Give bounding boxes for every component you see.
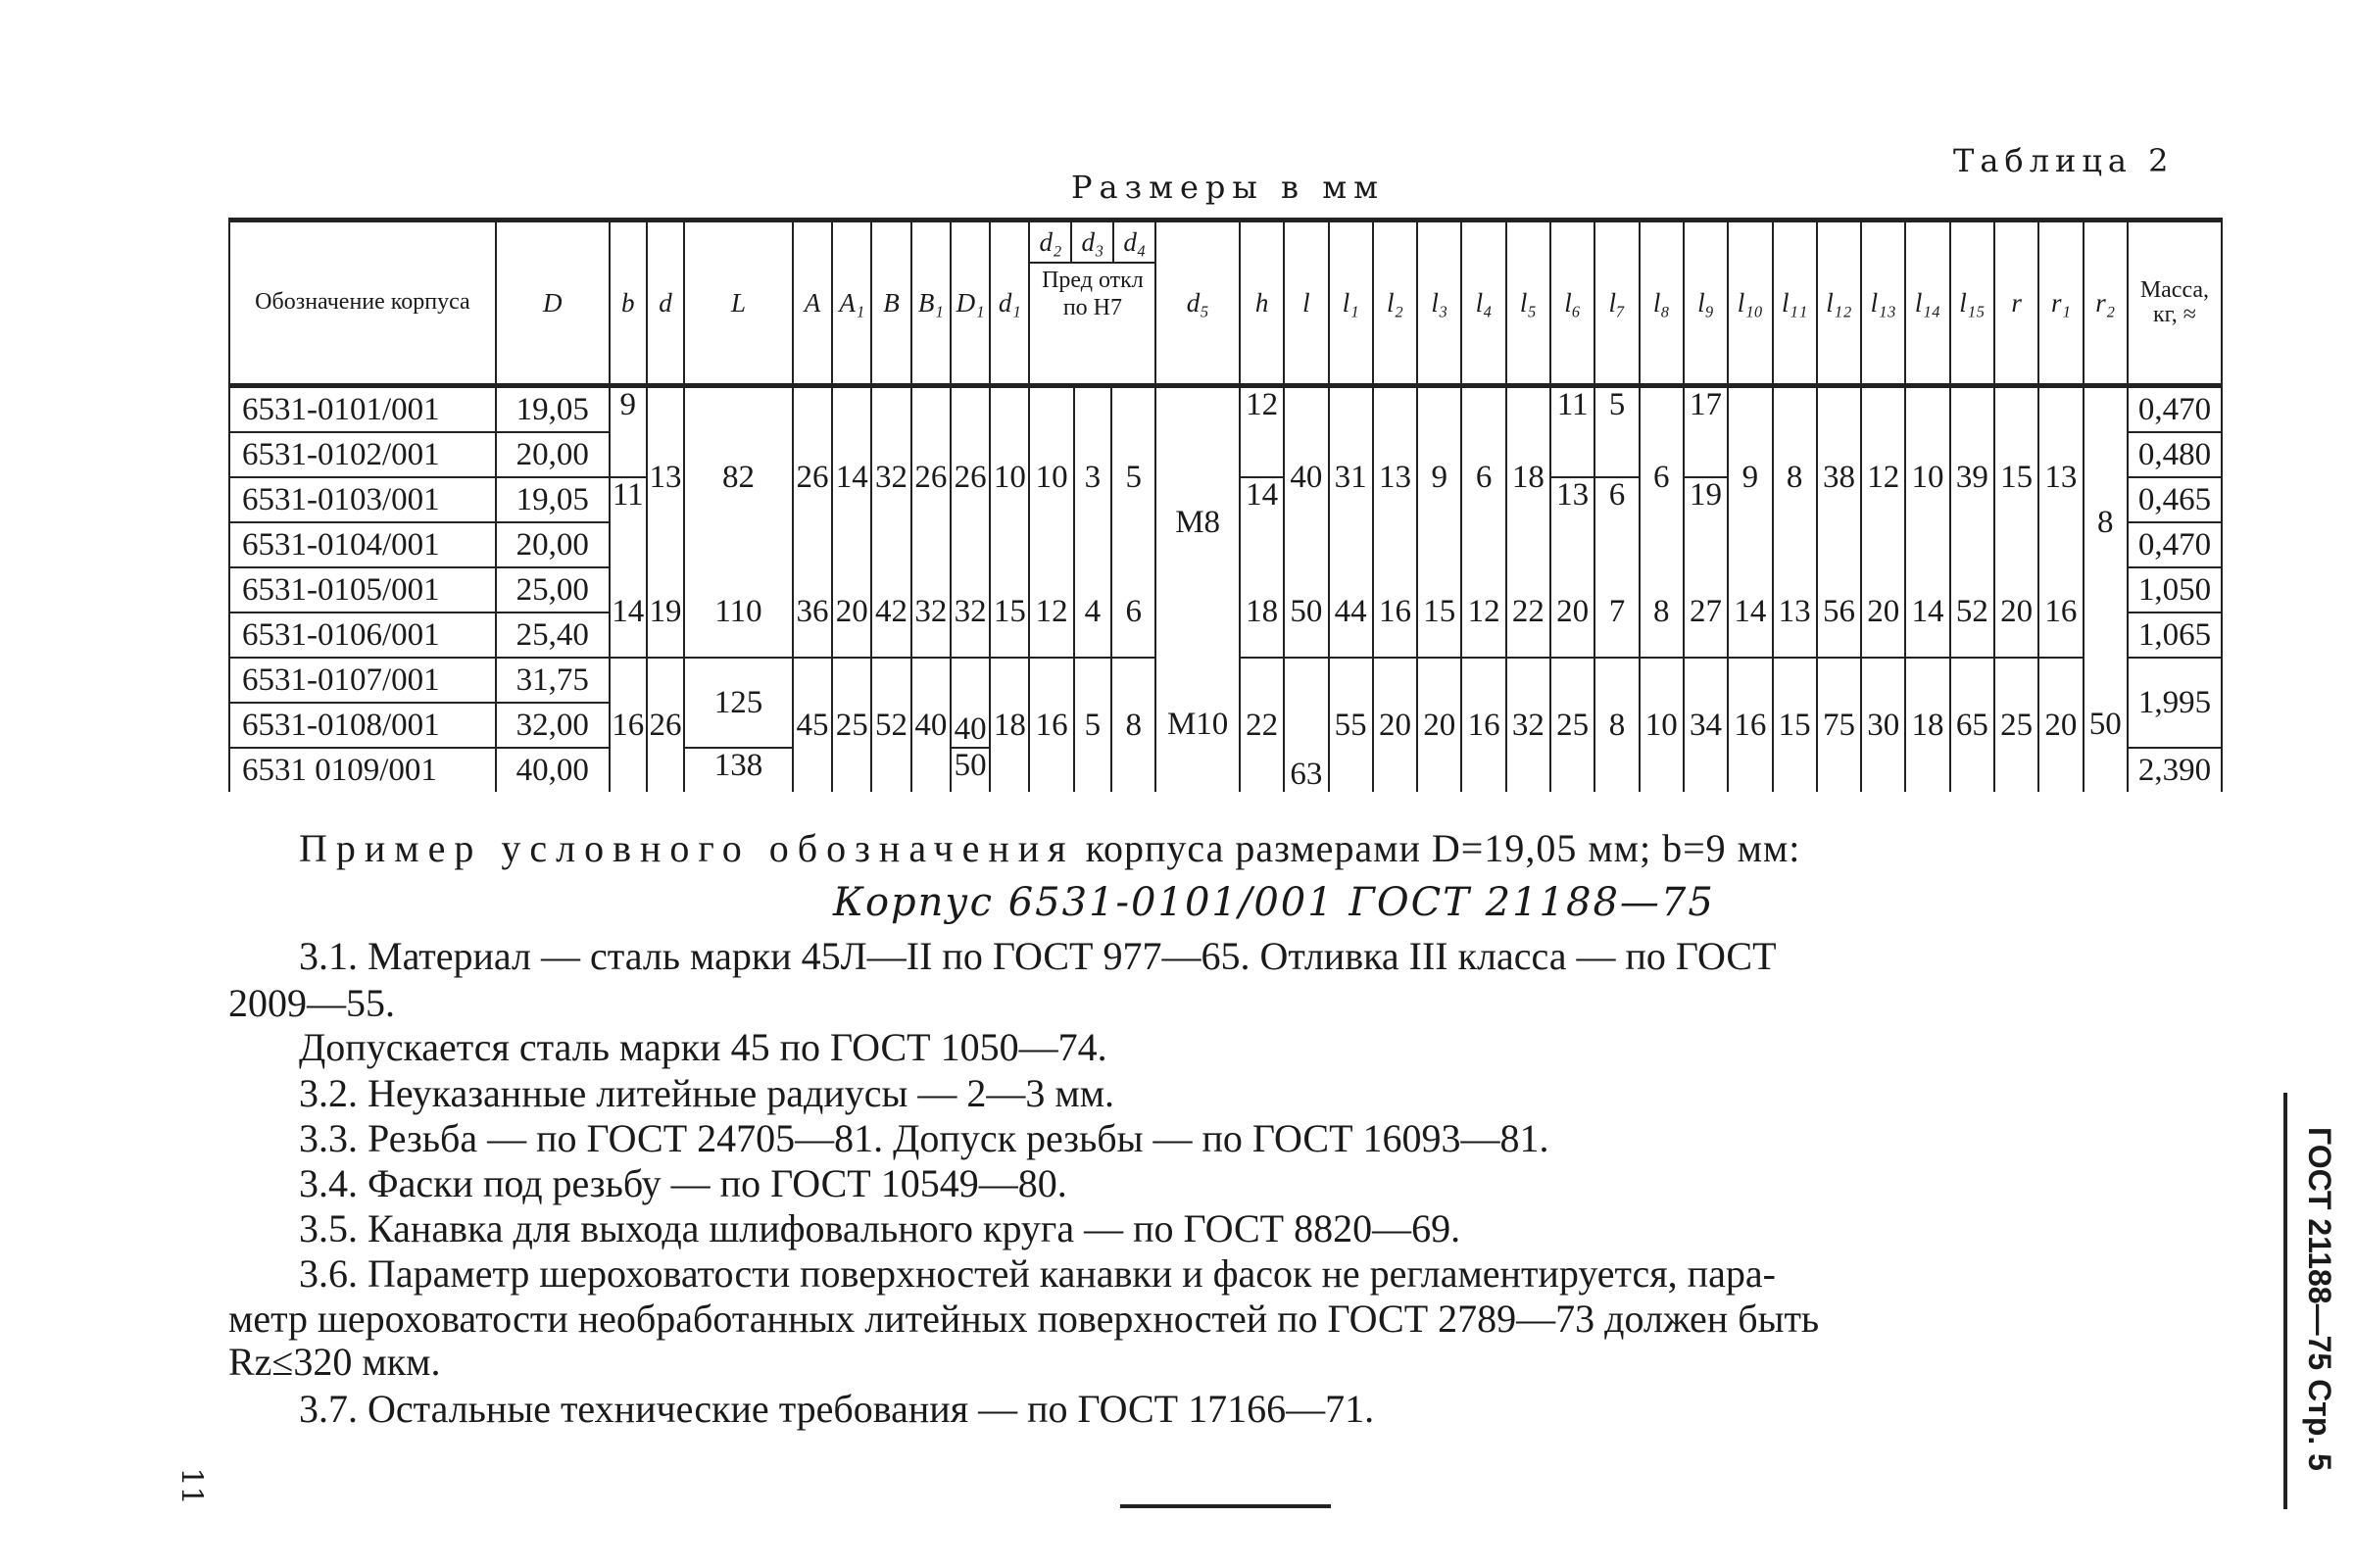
cell-l11: 8	[1773, 386, 1817, 568]
header-l11: l₁₁	[1773, 220, 1817, 386]
cell-l8: 6	[1640, 386, 1684, 568]
table-caption: Таблица 2	[1953, 142, 2175, 179]
header-d: d	[647, 220, 684, 386]
table-cell-D: 19,05	[496, 386, 610, 433]
cell-l: 40	[1284, 386, 1328, 568]
header-d3: d₃	[1072, 222, 1114, 262]
cell-d4: 5	[1111, 386, 1155, 568]
cell-l7-bottom: 6	[1594, 477, 1639, 567]
header-l15: l₁₅	[1950, 220, 1994, 386]
cell-l12: 56	[1817, 567, 1861, 658]
cell-l9-bottom: 19	[1684, 477, 1728, 567]
cell-l3: 20	[1417, 658, 1461, 792]
cell-l6-top: 11	[1550, 386, 1594, 478]
cell-A: 26	[793, 386, 832, 568]
cell-l13: 12	[1861, 386, 1905, 568]
cell-d3: 5	[1074, 658, 1111, 792]
cell-l10: 16	[1728, 658, 1772, 792]
paragraph-3-1-cont: 2009—55.	[228, 981, 395, 1025]
cell-l12: 38	[1817, 386, 1861, 568]
cell-l9-top: 17	[1684, 386, 1728, 478]
cell-l15: 52	[1950, 567, 1994, 658]
header-tolerance-group	[1029, 220, 1155, 386]
header-l10: l₁₀	[1728, 220, 1772, 386]
cell-l5: 18	[1506, 386, 1550, 568]
header-l8: l₈	[1640, 220, 1684, 386]
cell-l2: 16	[1373, 567, 1417, 658]
cell-A1: 14	[832, 386, 871, 568]
cell-b-top: 9	[610, 386, 647, 478]
cell-L-top: 125	[684, 658, 793, 748]
paragraph-3-5: 3.5. Канавка для выхода шлифовального круга — по ГОСТ 8820—69.	[299, 1206, 1461, 1250]
cell-l12: 75	[1817, 658, 1861, 792]
cell-l14: 10	[1905, 386, 1949, 568]
table-cell-mass: 0,470	[2128, 386, 2222, 433]
cell-h: 18	[1240, 567, 1284, 658]
header-l9: l₉	[1684, 220, 1728, 386]
header-r1: r₁	[2038, 220, 2083, 386]
table-row-designation: 6531-0104/001	[229, 522, 496, 567]
cell-h: 22	[1240, 658, 1284, 792]
cell-l14: 14	[1905, 567, 1949, 658]
cell-r: 20	[1994, 567, 2038, 658]
cell-d5: М10	[1155, 658, 1240, 792]
cell-l2: 20	[1373, 658, 1417, 792]
cell-r1: 16	[2038, 567, 2083, 658]
cell-L: 82	[684, 386, 793, 568]
table-cell-mass: 0,480	[2128, 432, 2222, 477]
header-b: b	[610, 220, 647, 386]
cell-l15: 65	[1950, 658, 1994, 792]
table-cell-mass: 0,470	[2128, 522, 2222, 567]
cell-A: 36	[793, 567, 832, 658]
dimensions-table	[228, 218, 2223, 792]
cell-l7: 8	[1594, 658, 1639, 792]
table-cell-D: 31,75	[496, 658, 610, 703]
cell-b-bottom: 11	[610, 477, 647, 567]
paragraph-3-1: 3.1. Материал — сталь марки 45Л—II по ГОСТ 977—65. Отливка III класса — по ГОСТ	[299, 934, 1777, 978]
cell-d1: 10	[990, 386, 1029, 568]
cell-l8: 10	[1640, 658, 1684, 792]
cell-l5: 32	[1506, 658, 1550, 792]
header-l2: l₂	[1373, 220, 1417, 386]
cell-l6: 20	[1550, 567, 1594, 658]
cell-l3: 15	[1417, 567, 1461, 658]
table-cell-mass: 1,050	[2128, 567, 2222, 612]
cell-d4: 6	[1111, 567, 1155, 658]
cell-l4: 6	[1461, 386, 1505, 568]
cell-l: 63	[1284, 658, 1328, 792]
cell-l11: 13	[1773, 567, 1817, 658]
cell-h-top: 12	[1240, 386, 1284, 478]
running-header	[2298, 1127, 2337, 1499]
header-l3: l₃	[1417, 220, 1461, 386]
cell-l14: 18	[1905, 658, 1949, 792]
paragraph-3-3: 3.3. Резьба — по ГОСТ 24705—81. Допуск резьбы — по ГОСТ 16093—81.	[299, 1116, 1549, 1160]
header-r2: r₂	[2084, 220, 2128, 386]
cell-d2: 16	[1029, 658, 1073, 792]
header-tolerance: Пред откл по Н7	[1030, 262, 1154, 321]
header-B1: B₁	[911, 220, 951, 386]
table-row-designation: 6531-0105/001	[229, 567, 496, 612]
header-D1: D₁	[951, 220, 990, 386]
cell-r: 15	[1994, 386, 2038, 568]
cell-A1: 20	[832, 567, 871, 658]
header-d1: d₁	[990, 220, 1029, 386]
table-row-designation: 6531-0101/001	[229, 386, 496, 433]
table-cell-mass: 1,065	[2128, 612, 2222, 658]
paragraph-3-6-end: Rz≤320 мкм.	[228, 1340, 441, 1384]
header-B: B	[871, 220, 910, 386]
cell-d: 19	[647, 567, 684, 658]
cell-b: 14	[610, 567, 647, 658]
table-row-designation: 6531-0106/001	[229, 612, 496, 658]
header-r: r	[1994, 220, 2038, 386]
cell-l10: 14	[1728, 567, 1772, 658]
cell-d3: 4	[1074, 567, 1111, 658]
cell-B: 32	[871, 386, 910, 568]
cell-l11: 15	[1773, 658, 1817, 792]
header-D: D	[496, 220, 610, 386]
table-cell-D: 32,00	[496, 703, 610, 748]
cell-D1: 32	[951, 567, 990, 658]
example-line	[299, 825, 1800, 871]
page-number	[172, 1467, 211, 1509]
cell-L-bottom: 138	[684, 748, 793, 792]
cell-d: 26	[647, 658, 684, 792]
cell-l13: 30	[1861, 658, 1905, 792]
cell-B: 42	[871, 567, 910, 658]
cell-B: 52	[871, 658, 910, 792]
table-row-designation: 6531 0109/001	[229, 748, 496, 792]
cell-d2: 12	[1029, 567, 1073, 658]
cell-d: 13	[647, 386, 684, 568]
table-cell-D: 19,05	[496, 477, 610, 522]
cell-d2: 10	[1029, 386, 1073, 568]
side-rule	[2283, 1093, 2287, 1509]
header-h: h	[1240, 220, 1284, 386]
cell-l6-bottom: 13	[1550, 477, 1594, 567]
table-row-designation: 6531-0107/001	[229, 658, 496, 703]
cell-l9: 27	[1684, 567, 1728, 658]
table-cell-D: 25,00	[496, 567, 610, 612]
header-l6: l₆	[1550, 220, 1594, 386]
header-l7: l₇	[1594, 220, 1639, 386]
table-row-designation: 6531-0102/001	[229, 432, 496, 477]
header-l4: l₄	[1461, 220, 1505, 386]
cell-r1: 13	[2038, 386, 2083, 568]
cell-l3: 9	[1417, 386, 1461, 568]
table-cell-D: 25,40	[496, 612, 610, 658]
table-cell-mass: 2,390	[2128, 748, 2222, 792]
header-l12: l₁₂	[1817, 220, 1861, 386]
paragraph-3-6-cont: метр шероховатости необработанных литейных поверхностей по ГОСТ 2789—73 должен быть	[228, 1297, 1820, 1341]
cell-r: 25	[1994, 658, 2038, 792]
table-cell-D: 20,00	[496, 432, 610, 477]
cell-D1-bottom: 50	[951, 748, 990, 792]
cell-l5: 22	[1506, 567, 1550, 658]
units-caption: Размеры в мм	[1071, 169, 1385, 206]
cell-B1: 40	[911, 658, 951, 792]
paragraph-3-6: 3.6. Параметр шероховатости поверхностей канавки и фасок не регламентируется, пара-	[299, 1251, 1776, 1296]
table-cell-D: 20,00	[496, 522, 610, 567]
paragraph-3-4: 3.4. Фаски под резьбу — по ГОСТ 10549—80.	[299, 1161, 1067, 1205]
header-l13: l₁₃	[1861, 220, 1905, 386]
header-d2: d₂	[1030, 222, 1072, 262]
header-designation: Обозначение корпуса	[229, 220, 496, 386]
example-rest: корпуса размерами D=19,05 мм; b=9 мм:	[1074, 826, 1801, 870]
header-mass: Масса, кг, ≈	[2128, 220, 2222, 386]
header-l14: l₁₄	[1905, 220, 1949, 386]
header-l: l	[1284, 220, 1328, 386]
cell-d5: М8	[1155, 386, 1240, 659]
header-L: L	[684, 220, 793, 386]
cell-l4: 16	[1461, 658, 1505, 792]
header-l5: l₅	[1506, 220, 1550, 386]
cell-r1: 20	[2038, 658, 2083, 792]
paragraph-3-2: 3.2. Неуказанные литейные радиусы — 2—3 мм.	[299, 1071, 1115, 1115]
cell-r2: 8	[2084, 386, 2128, 659]
table-row-designation: 6531-0108/001	[229, 703, 496, 748]
cell-l15: 39	[1950, 386, 1994, 568]
cell-l1: 31	[1329, 386, 1373, 568]
cell-l: 50	[1284, 567, 1328, 658]
cell-d1: 18	[990, 658, 1029, 792]
cell-L: 110	[684, 567, 793, 658]
paragraph-3-7: 3.7. Остальные технические требования — по ГОСТ 17166—71.	[299, 1387, 1375, 1431]
example-lead: Пример условного обозначения	[299, 826, 1075, 870]
header-d4: d₄	[1123, 227, 1147, 257]
cell-d1: 15	[990, 567, 1029, 658]
header-d5: d₅	[1155, 220, 1240, 386]
cell-B1: 26	[911, 386, 951, 568]
running-header-text: ГОСТ 21188—75 Стр. 5	[2302, 1127, 2337, 1471]
paragraph-3-1-allowed: Допускается сталь марки 45 по ГОСТ 1050—74.	[299, 1025, 1107, 1069]
table-cell-mass: 0,465	[2128, 477, 2222, 522]
cell-B1: 32	[911, 567, 951, 658]
cell-r2: 50	[2084, 658, 2128, 792]
cell-b: 16	[610, 658, 647, 792]
cell-l13: 20	[1861, 567, 1905, 658]
cell-D1: 26	[951, 386, 990, 568]
cell-l2: 13	[1373, 386, 1417, 568]
footer-rule	[1120, 1504, 1331, 1508]
cell-l4: 12	[1461, 567, 1505, 658]
table-cell-D: 40,00	[496, 748, 610, 792]
table-cell-mass: 1,995	[2128, 658, 2222, 748]
header-A: A	[793, 220, 832, 386]
cell-D1-top: 40	[951, 658, 990, 748]
cell-l6: 25	[1550, 658, 1594, 792]
header-l1: l₁	[1329, 220, 1373, 386]
cell-l10: 9	[1728, 386, 1772, 568]
table-row-designation: 6531-0103/001	[229, 477, 496, 522]
cell-l7-top: 5	[1594, 386, 1639, 478]
cell-d4: 8	[1111, 658, 1155, 792]
cell-l8: 8	[1640, 567, 1684, 658]
cell-l1: 55	[1329, 658, 1373, 792]
cell-l9: 34	[1684, 658, 1728, 792]
cell-A: 45	[793, 658, 832, 792]
page-number-text: 11	[173, 1467, 209, 1505]
cell-l1: 44	[1329, 567, 1373, 658]
cell-l7: 7	[1594, 567, 1639, 658]
header-A1: A₁	[832, 220, 871, 386]
example-designation: Корпус 6531-0101/001 ГОСТ 21188—75	[833, 880, 1715, 925]
cell-h-bottom: 14	[1240, 477, 1284, 567]
cell-A1: 25	[832, 658, 871, 792]
cell-d3: 3	[1074, 386, 1111, 568]
